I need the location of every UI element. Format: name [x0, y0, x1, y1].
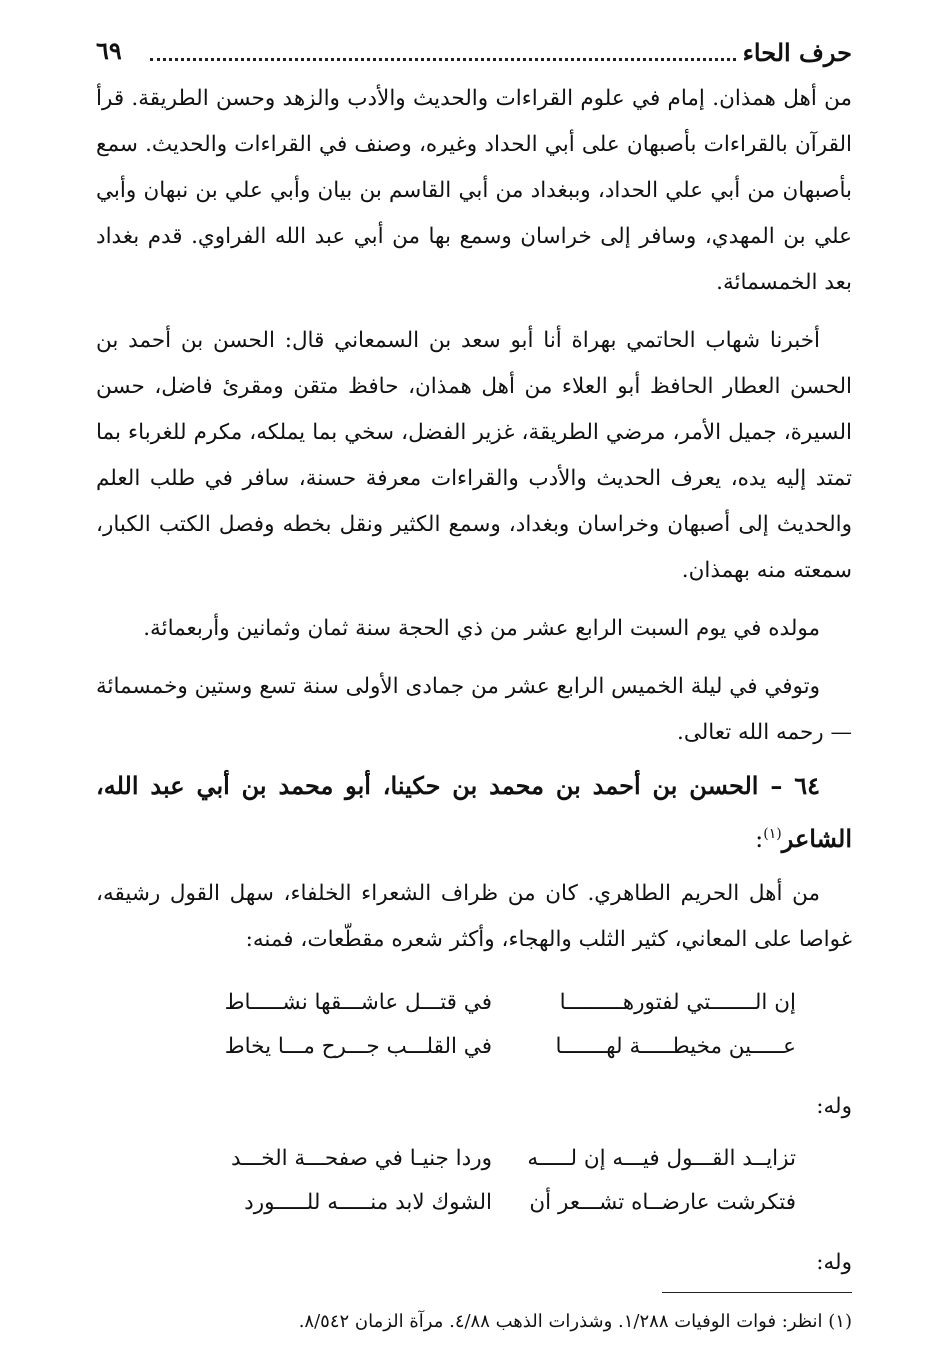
- paragraph-birth: مولده في يوم السبت الرابع عشر من ذي الحجة سنة ثمان وثمانين وأربعمائة.: [143, 616, 820, 641]
- verse-second-hemistich: الشوك لابد منـــــه للـــــورد: [244, 1190, 492, 1215]
- footnote: (١) انظر: فوات الوفيات ١/٢٨٨. وشذرات الذهب ٤/٨٨. مرآة الزمان ٨/٥٤٢.: [298, 1311, 852, 1332]
- verse-second-hemistich: وردا جنيـا في صفحـــة الخـــد: [231, 1146, 492, 1171]
- poem-2: [96, 1137, 852, 1225]
- entry-title: ٦٤ – الحسن بن أحمد بن محمد بن حكينا، أبو محمد بن أبي عبد الله، الشاعر: [96, 771, 852, 853]
- running-head: [96, 30, 852, 76]
- poem-1: [96, 981, 852, 1069]
- footnote-divider: [662, 1292, 852, 1293]
- paragraph-entry-intro: من أهل الحريم الطاهري. كان من ظراف الشعراء الخلفاء، سهل القول رشيقه، غواصا على المعاني، كثير الثلب والهجاء، وأكثر شعره مقطّعات، فمنه:: [96, 881, 852, 952]
- footnote-ref[interactable]: (١): [763, 826, 782, 842]
- entry-heading: [96, 762, 852, 863]
- verse-line: [96, 1181, 852, 1225]
- leader-dots: [150, 44, 736, 61]
- page-number: ٦٩: [96, 36, 122, 65]
- section-title: حرف الحاء: [742, 38, 852, 67]
- verse-line: [96, 1137, 852, 1181]
- verse-second-hemistich: في القلـــب جـــرح مـــا يخاط: [224, 1034, 492, 1059]
- verse-first-hemistich: عـــــين مخيطـــــة لهـــــــا: [555, 1034, 796, 1059]
- poem-intro: وله:: [816, 1094, 852, 1119]
- paragraph-samani-quote: أخبرنا شهاب الحاتمي بهراة أنا أبو سعد بن السمعاني قال: الحسن بن أحمد بن الحسن العطار الحافظ أبو العلاء من أهل همذان، حافظ متقن ومقرئ فاضل، حسن السيرة، جميل الأمر، مرضي الطريقة، غزير الفضل، سخي بما يملكه، مكرم للغرباء بما تمتد إليه يده، يعرف الحديث والأدب والقراءات معرفة حسنة، سافر في طلب العلم والحديث إلى أصبهان وخراسان وبغداد، وسمع الكثير ونقل بخطه وفصل الكتب الكبار، سمعته منه بهمذان.: [96, 328, 852, 583]
- book-page: [96, 30, 852, 1350]
- verse-first-hemistich: فتكرشت عارضــاه تشـــعر أن: [529, 1190, 796, 1215]
- closing-intro: وله:: [816, 1250, 852, 1275]
- verse-line: [96, 1025, 852, 1069]
- verse-first-hemistich: تزايــد القـــول فيـــه إن لـــــه: [527, 1146, 796, 1171]
- paragraph-death: وتوفي في ليلة الخميس الرابع عشر من جمادى الأولى سنة تسع وستين وخمسمائة — رحمه الله تعالى.: [96, 674, 852, 745]
- verse-line: [96, 981, 852, 1025]
- verse-second-hemistich: في قتـــل عاشـــقها نشـــــاط: [224, 990, 492, 1015]
- heading-colon: :: [755, 825, 764, 853]
- verse-first-hemistich: إن الـــــــتي لفتورهـــــــــا: [559, 990, 796, 1015]
- paragraph-biography: من أهل همذان. إمام في علوم القراءات والحديث والأدب والزهد وحسن الطريقة. قرأ القرآن بالقراءات بأصبهان على أبي الحداد وغيره، وصنف في القراءات والحديث. سمع بأصبهان من أبي علي الحداد، وببغداد من أبي القاسم بن بيان وأبي علي بن نبهان وأبي علي بن المهدي، وسافر إلى خراسان وسمع بها من أبي عبد الله الفراوي. قدم بغداد بعد الخمسمائة.: [96, 86, 852, 295]
